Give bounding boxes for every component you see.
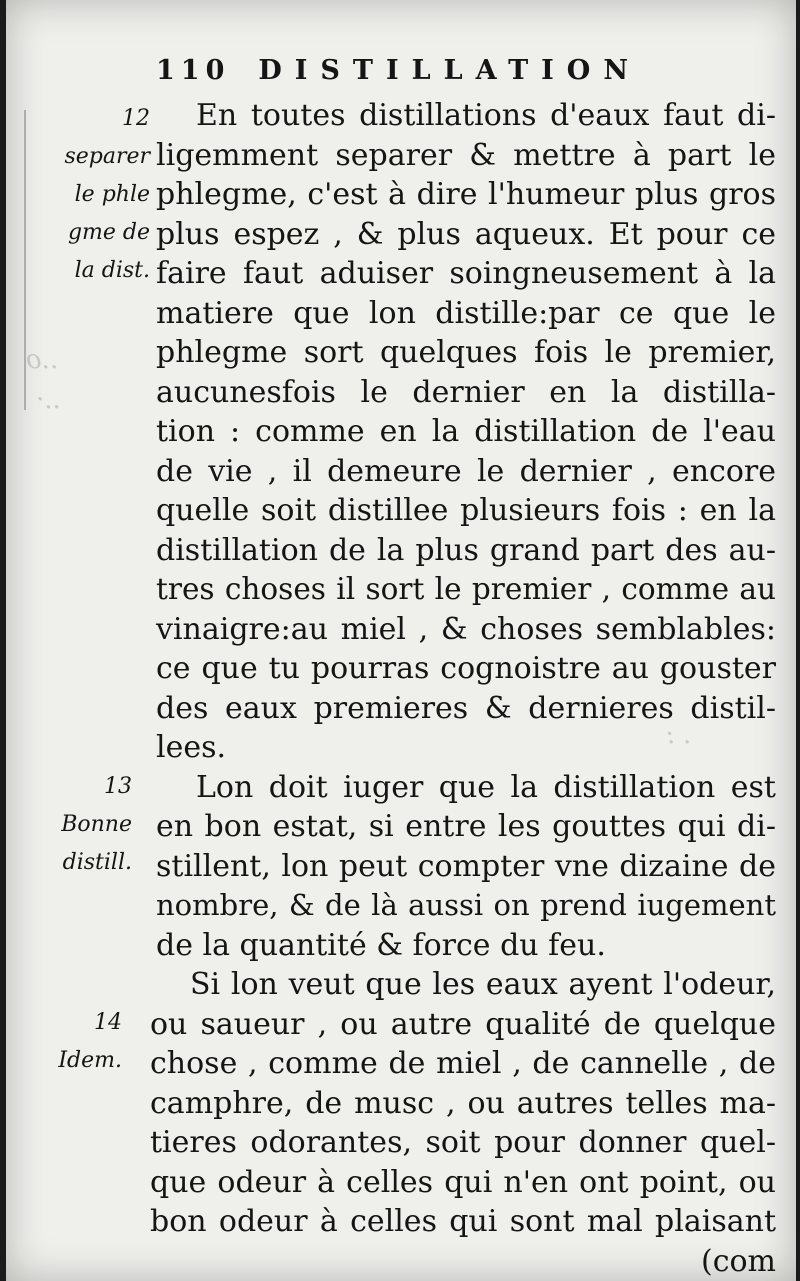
- text-line: ligemment separer & mettre à part le: [156, 137, 776, 173]
- text-line: que odeur à celles qui n'en ont point, ou: [150, 1164, 776, 1200]
- body-text: [150, 96, 776, 1281]
- text-line: plus espez , & plus aqueux. Et pour ce: [156, 216, 776, 252]
- book-page: [6, 0, 796, 1281]
- text-line: aucunesfois le dernier en la distilla-: [156, 374, 776, 410]
- text-line: faire faut aduiser soingneusement à la: [156, 256, 776, 291]
- running-header: [156, 55, 796, 86]
- text-line: stillent, lon peut compter vne dizaine de: [156, 848, 776, 884]
- text-line: distillation de la plus grand part des au-: [156, 532, 776, 568]
- text-line: phlegme sort quelques fois le premier,: [156, 335, 776, 370]
- margin-note-number: 13: [104, 774, 132, 799]
- text-line: Si lon veut que les eaux ayent l'odeur,: [190, 967, 776, 1002]
- margin-note-12: [50, 100, 150, 290]
- paragraph: [150, 965, 776, 1242]
- margin-note-line: le phle: [74, 182, 150, 207]
- text-line: tieres odorantes, soit pour donner quel-: [150, 1125, 776, 1160]
- text-line: de la quantité & force du feu.: [156, 927, 606, 963]
- margin-note-line: la dist.: [74, 258, 150, 283]
- catchword: (com: [700, 1243, 776, 1279]
- text-line: quelle soit distillee plusieurs fois : en la: [156, 493, 776, 528]
- text-line: des eaux premieres & dernieres distil-: [156, 690, 776, 726]
- text-line: vinaigre:au miel , & choses semblables:: [156, 611, 776, 647]
- margin-note-14: [22, 1004, 122, 1080]
- margin-note-line: Bonne: [61, 812, 132, 837]
- text-line: En toutes distillations d'eaux faut di-: [196, 98, 776, 133]
- show-through-text: ..·: [36, 385, 61, 415]
- paragraph: [156, 768, 776, 966]
- text-line: en bon estat, si entre les gouttes qui di-: [156, 809, 776, 844]
- text-line: matiere que lon distille:par ce que le: [156, 295, 776, 331]
- text-line: camphre, de musc , ou autres telles ma-: [150, 1085, 776, 1121]
- paragraph: [156, 96, 776, 768]
- margin-note-number: 14: [94, 1010, 122, 1035]
- text-line: ou saueur , ou autre qualité de quelque: [150, 1006, 776, 1042]
- text-line: tion : comme en la distillation de l'eau: [156, 414, 776, 449]
- margin-note-number: 12: [122, 106, 150, 131]
- text-line: Lon doit iuger que la distillation est: [196, 769, 776, 805]
- text-line: nombre, & de là aussi on prend iugement: [156, 888, 776, 922]
- margin-note-line: separer: [64, 144, 150, 169]
- margin-note-line: gme de: [67, 220, 150, 245]
- text-line: chose , comme de miel , de cannelle , de: [150, 1046, 776, 1081]
- margin-bracket: [24, 110, 26, 410]
- text-line: tres choses il sort le premier , comme au: [156, 572, 776, 606]
- text-line: phlegme, c'est à dire l'humeur plus gros: [156, 177, 776, 212]
- text-line: de vie , il demeure le dernier , encore: [156, 453, 776, 489]
- text-line: bon odeur à celles qui sont mal plaisant: [150, 1204, 776, 1239]
- show-through-text: . :: [666, 720, 692, 750]
- margin-note-line: distill.: [62, 850, 132, 875]
- text-line: ce que tu pourras cognoistre au gouster: [156, 651, 776, 686]
- show-through-text: ..ο: [26, 345, 59, 375]
- text-line: lees.: [156, 730, 227, 765]
- page-number: 110: [156, 55, 231, 86]
- margin-note-line: Idem.: [58, 1048, 122, 1073]
- running-title: DISTILLATION: [258, 55, 642, 86]
- margin-note-13: [32, 768, 132, 882]
